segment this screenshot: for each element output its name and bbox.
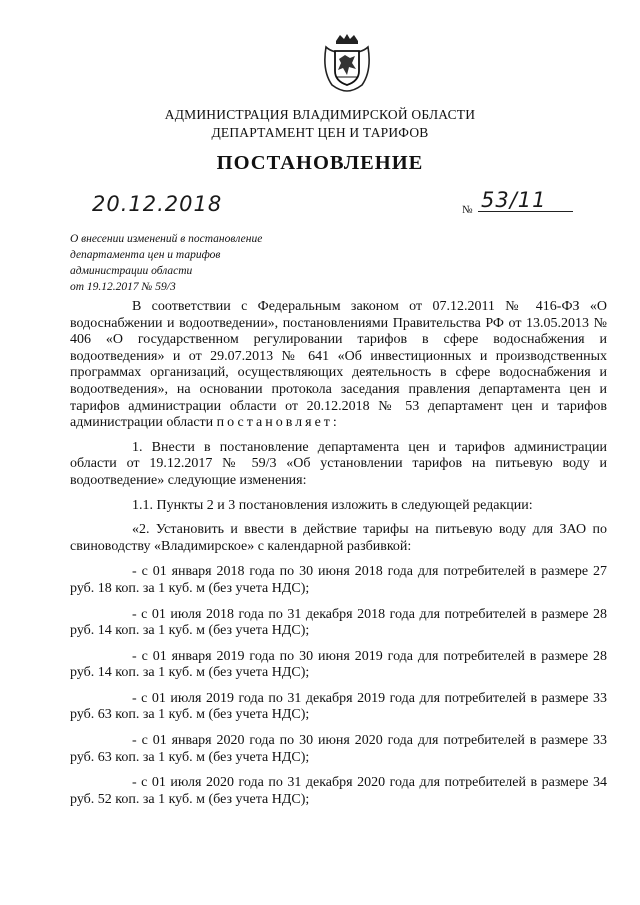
number-underline bbox=[478, 211, 573, 212]
point-1: 1. Внести в постановление департамента цен и тарифов администрации области от 19.12.2017 № 59/3 «Об установлении тарифов на питьевую воду и водоотведение» следующие изменения: bbox=[70, 439, 607, 488]
tariff-item: - с 01 июля 2020 года по 31 декабря 2020 года для потребителей в размере 34 руб. 52 коп. за 1 куб. м (без учета НДС); bbox=[70, 775, 607, 807]
point-1-1: 1.1. Пункты 2 и 3 постановления изложить в следующей редакции: bbox=[132, 497, 533, 513]
preamble-text: В соответствии с Федеральным законом от 07.12.2011 № 416-ФЗ «О водоснабжении и водоотведении», постановлениями Правительства РФ от 13.05.2013 № 406 «О государственном регулировании тарифов в сфере водоснабжения и водоотведения» и от 29.07.2013 № 641 «Об инвестиционных и производственных программах организаций, осуществляющих деятельность в сфере водоснабжения и водоотведения», на основании протокола заседания правления департамента цен и тарифов администрации области от 20.12.2018 № 53 департамент цен и тарифов администрации области bbox=[70, 299, 607, 431]
subject-line: О внесении изменений в постановление bbox=[70, 233, 263, 245]
administration-header: АДМИНИСТРАЦИЯ ВЛАДИМИРСКОЙ ОБЛАСТИ bbox=[164, 107, 476, 122]
coat-of-arms-emblem bbox=[322, 33, 372, 93]
document-title: ПОСТАНОВЛЕНИЕ bbox=[216, 152, 424, 174]
number-sign: № bbox=[462, 204, 473, 216]
subject-line: от 19.12.2017 № 59/3 bbox=[70, 281, 176, 293]
tariff-item: - с 01 июля 2019 года по 31 декабря 2019 года для потребителей в размере 33 руб. 63 коп. за 1 куб. м (без учета НДС); bbox=[70, 690, 607, 723]
tariff-item: - с 01 января 2019 года по 30 июня 2019 года для потребителей в размере 28 руб. 14 коп. за 1 куб. м (без учета НДС); bbox=[70, 648, 607, 681]
department-header: ДЕПАРТАМЕНТ ЦЕН И ТАРИФОВ bbox=[211, 125, 429, 140]
handwritten-date: 20.12.2018 bbox=[92, 192, 223, 216]
tariff-item: - с 01 января 2018 года по 30 июня 2018 года для потребителей в размере 27 руб. 18 коп. за 1 куб. м (без учета НДС); bbox=[70, 564, 607, 596]
preamble-paragraph bbox=[70, 299, 607, 432]
document-body bbox=[70, 299, 607, 808]
resolves-word: постановляет: bbox=[216, 415, 340, 431]
tariff-item: - с 01 июля 2018 года по 31 декабря 2018 года для потребителей в размере 28 руб. 14 коп. за 1 куб. м (без учета НДС); bbox=[70, 606, 607, 639]
subject-block bbox=[70, 231, 310, 295]
subject-line: департамента цен и тарифов bbox=[70, 249, 221, 261]
subject-line: администрации области bbox=[70, 265, 193, 277]
tariff-item: - с 01 января 2020 года по 30 июня 2020 года для потребителей в размере 33 руб. 63 коп. за 1 куб. м (без учета НДС); bbox=[70, 733, 607, 765]
point-2: «2. Установить и ввести в действие тарифы на питьевую воду для ЗАО по свиноводству «Владимирское» с календарной разбивкой: bbox=[70, 522, 607, 554]
handwritten-number: 53/11 bbox=[481, 188, 547, 212]
